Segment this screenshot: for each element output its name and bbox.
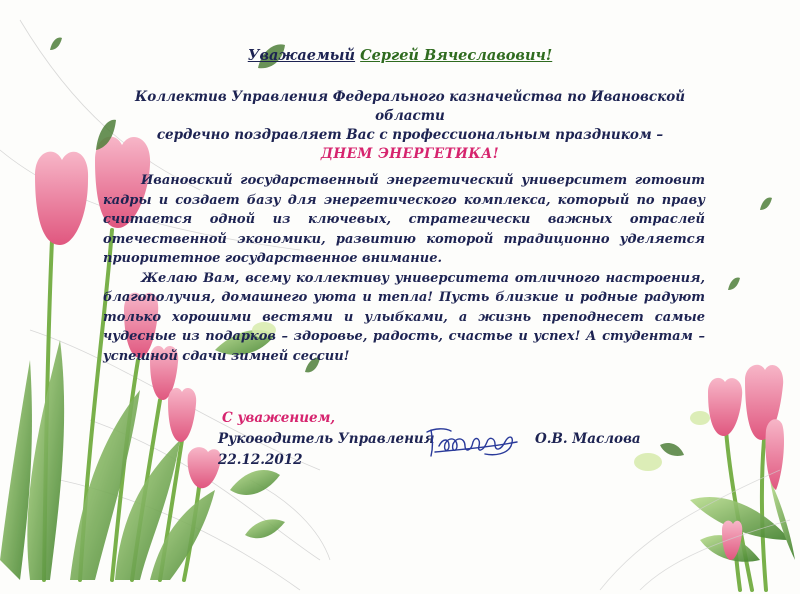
intro-line-2: сердечно поздравляет Вас с профессиональным праздником – <box>156 127 664 143</box>
body-paragraph-2: Желаю Вам, всему коллективу университета отличного настроения, благополучия, домашнего уюта и тепла! Пусть близкие и родные радуют только хорошими вестями и улыбками, а жизнь преподнесет самые чудесные из подарков – здоровье, радость, счастье и успех! А студентам – успешной сдачи зимней сессии! <box>103 270 705 364</box>
greeting-line <box>0 47 800 64</box>
holiday-title: ДНЕМ ЭНЕРГЕТИКА! <box>320 146 500 162</box>
closing-regards: С уважением, <box>222 410 336 426</box>
salutation: Уважаемый <box>247 47 356 64</box>
body-paragraph-1: Ивановский государственный энергетический университет готовит кадры и создает базу для энергетического комплекса, который по праву считается одной из ключевых, стратегически важных отраслей отечественной экономики, развитию которой традиционно уделяется приоритетное государственное внимание. <box>103 173 705 266</box>
intro-block <box>100 88 720 164</box>
signer-position: Руководитель Управления <box>218 431 435 447</box>
letter-body <box>103 171 705 366</box>
signer-name: О.В. Маслова <box>535 431 641 447</box>
intro-line-1: Коллектив Управления Федерального казначейства по Ивановской области <box>134 89 686 124</box>
handwritten-signature <box>425 422 520 460</box>
letter-date: 22.12.2012 <box>218 452 303 468</box>
recipient-name: Сергей Вячеславович! <box>360 47 553 64</box>
